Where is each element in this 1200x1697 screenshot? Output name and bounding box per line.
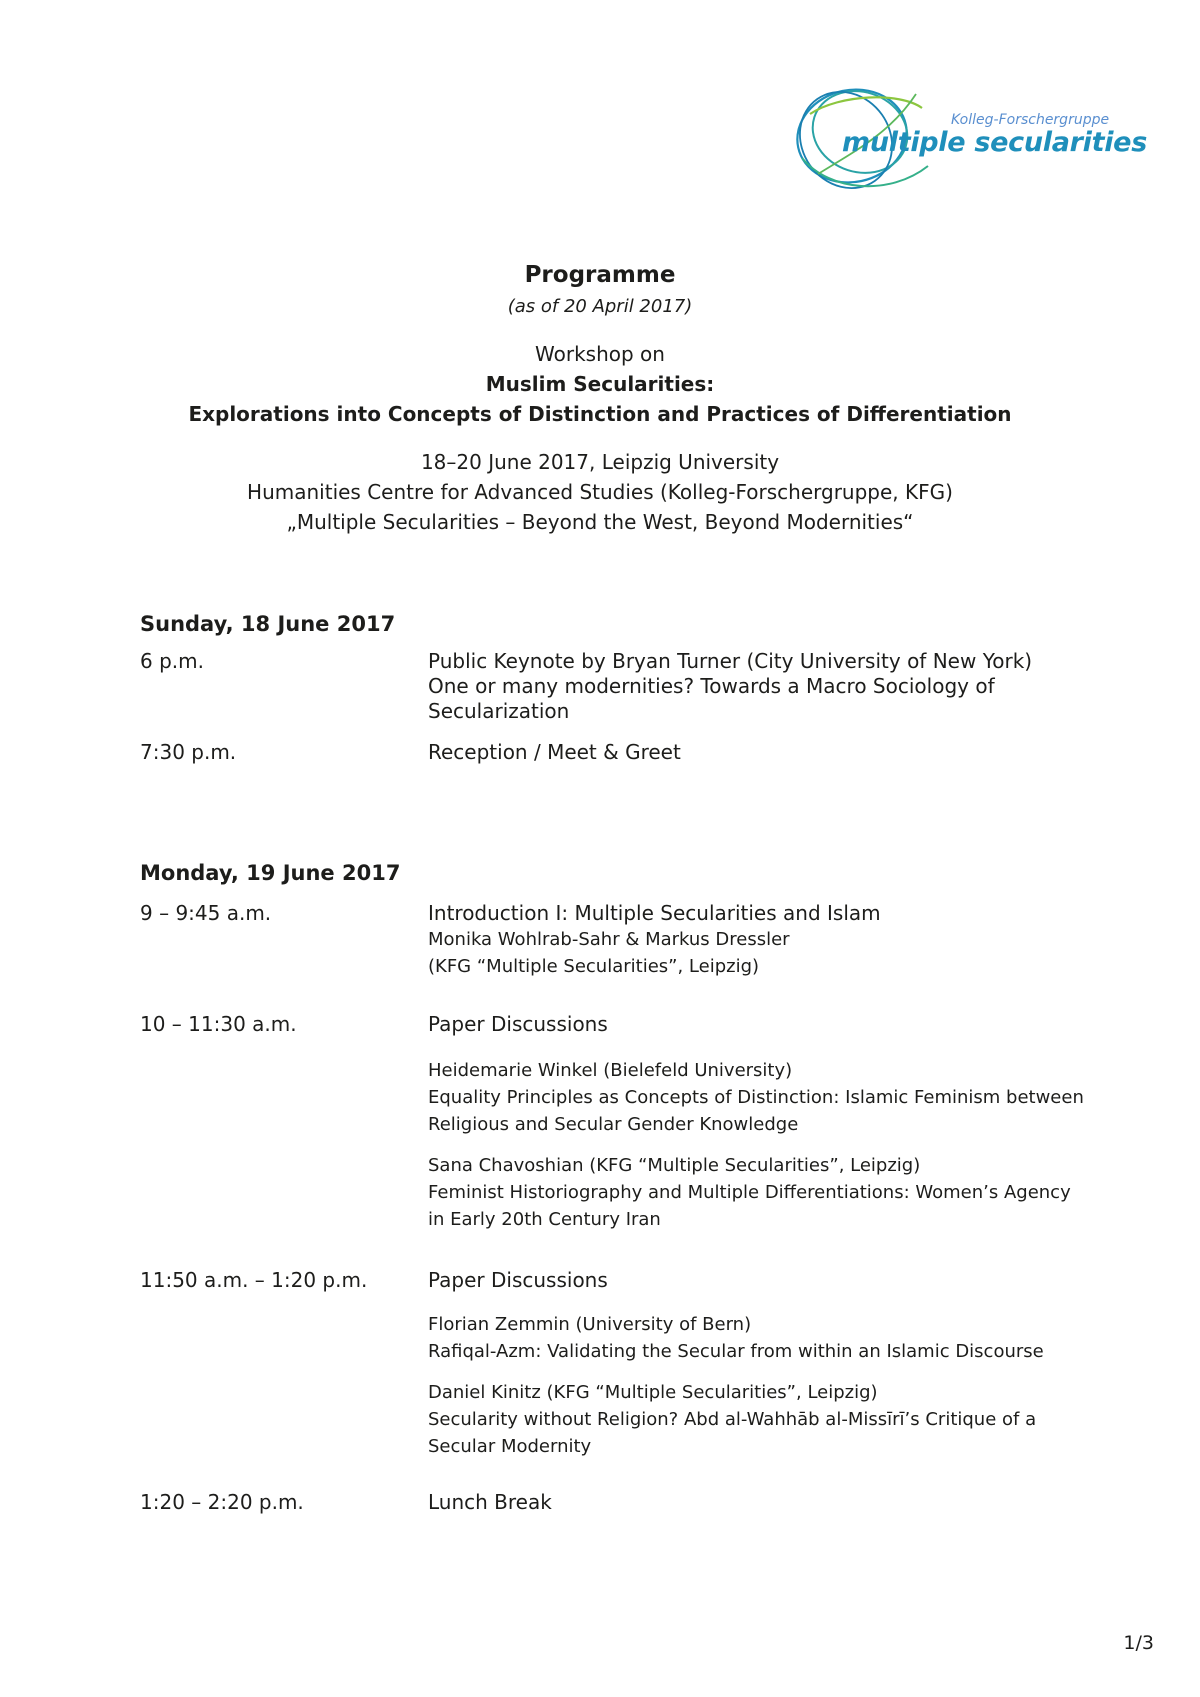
session-line: One or many modernities? Towards a Macro Sociology of	[428, 674, 995, 698]
workshop-date-place: 18–20 June 2017, Leipzig University	[420, 450, 780, 474]
session-time: 9 – 9:45 a.m.	[140, 901, 272, 925]
session-lunch-break	[428, 1490, 1088, 1515]
session-introduction	[428, 901, 1088, 980]
paper-entry	[428, 1152, 1088, 1233]
kfg-logo	[790, 74, 1147, 199]
session-line: Reception / Meet & Greet	[428, 740, 681, 764]
session-paper-discussions-2	[428, 1268, 1088, 1460]
day-heading-monday: Monday, 19 June 2017	[140, 861, 401, 885]
paper-title: in Early 20th Century Iran	[428, 1209, 661, 1230]
session-time: 6 p.m.	[140, 649, 204, 673]
paper-speaker: Florian Zemmin (University of Bern)	[428, 1314, 752, 1335]
session-time: 10 – 11:30 a.m.	[140, 1012, 297, 1036]
paper-speaker: Sana Chavoshian (KFG “Multiple Secularities”, Leipzig)	[428, 1155, 921, 1176]
session-title: Paper Discussions	[428, 1012, 608, 1036]
page-number: 1/3	[1123, 1632, 1154, 1654]
session-time: 11:50 a.m. – 1:20 p.m.	[140, 1268, 368, 1292]
page-title: Programme	[524, 262, 676, 288]
paper-title: Secular Modernity	[428, 1436, 592, 1457]
day-heading-sunday: Sunday, 18 June 2017	[140, 612, 396, 636]
workshop-centre: Humanities Centre for Advanced Studies (Kolleg-Forschergruppe, KFG)	[247, 480, 953, 504]
logo-subtitle: Kolleg-Forschergruppe	[951, 112, 1110, 128]
session-line: Secularization	[428, 699, 570, 723]
paper-entry	[428, 1311, 1088, 1365]
session-time: 7:30 p.m.	[140, 740, 237, 764]
paper-speaker: Heidemarie Winkel (Bielefeld University)	[428, 1060, 793, 1081]
logo-name: multiple secularities	[842, 127, 1147, 158]
as-of-date: (as of 20 April 2017)	[507, 296, 693, 317]
paper-speaker: Daniel Kinitz (KFG “Multiple Secularities”, Leipzig)	[428, 1382, 878, 1403]
paper-title: Secularity without Religion? Abd al-Wahhāb al-Missīrī’s Critique of a	[428, 1409, 1037, 1430]
paper-entry	[428, 1057, 1088, 1138]
session-keynote	[428, 649, 1088, 724]
session-title: Paper Discussions	[428, 1268, 608, 1292]
session-title: Lunch Break	[428, 1490, 552, 1514]
session-reception	[428, 740, 1088, 765]
session-line: Public Keynote by Bryan Turner (City University of New York)	[428, 649, 1033, 673]
paper-title: Rafiqal-Azm: Validating the Secular from within an Islamic Discourse	[428, 1341, 1044, 1362]
session-title: Introduction I: Multiple Secularities and Islam	[428, 901, 881, 925]
paper-title: Equality Principles as Concepts of Distinction: Islamic Feminism between	[428, 1087, 1084, 1108]
workshop-intro: Workshop on	[535, 342, 665, 366]
session-affiliation: (KFG “Multiple Secularities”, Leipzig)	[428, 956, 760, 977]
session-time: 1:20 – 2:20 p.m.	[140, 1490, 304, 1514]
workshop-title-line-2: Explorations into Concepts of Distinction and Practices of Differentiation	[188, 402, 1012, 426]
session-speakers: Monika Wohlrab-Sahr & Markus Dressler	[428, 929, 790, 950]
paper-entry	[428, 1379, 1088, 1460]
workshop-project: „Multiple Secularities – Beyond the West, Beyond Modernities“	[286, 510, 914, 534]
workshop-title-line-1: Muslim Secularities:	[485, 372, 715, 396]
session-paper-discussions-1	[428, 1012, 1088, 1233]
paper-title: Feminist Historiography and Multiple Differentiations: Women’s Agency	[428, 1182, 1071, 1203]
paper-title: Religious and Secular Gender Knowledge	[428, 1114, 799, 1135]
